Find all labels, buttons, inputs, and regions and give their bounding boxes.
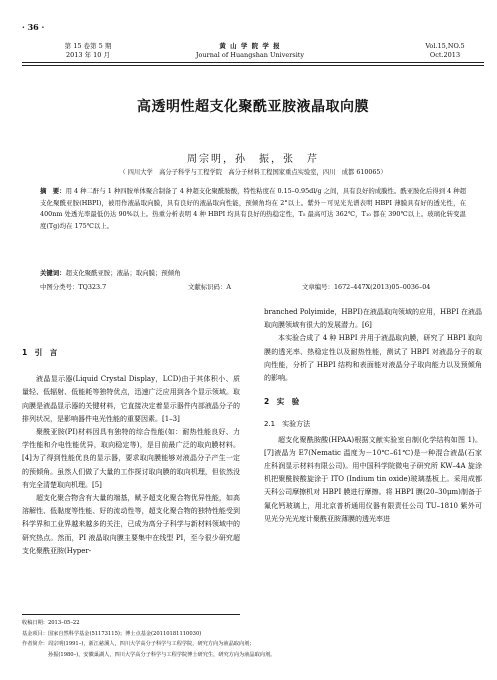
journal-name-cn: 黄 山 学 院 学 报: [219, 42, 281, 50]
header-volume-en-line: Vol.15,NO.5: [425, 42, 465, 50]
section-heading-introduction: 1 引 言: [22, 348, 58, 357]
abstract: [40, 186, 466, 232]
footnote-author-1: 作者简介：周宗明(1991–)，浙江慈溪人，四川大学高分子科学与工程学院，研究方向为液晶取向剂；: [22, 641, 255, 647]
footnote-author-2: 孙振(1980–)，安徽巢湖人，四川大学高分子科学与工程学院博士研究生，研究方向为液晶取向剂。: [48, 651, 276, 658]
keywords-text: 超支化聚酰亚胺；液晶；取向膜；预倾角: [65, 269, 181, 277]
article-number: 文章编号：1672–447X(2013)05–0036–04: [302, 283, 431, 291]
abstract-text: 用 4 种二酐与 1 种四胺单体聚合制备了 4 种超支化聚酰胺酸，特性粘度在 0.15–0.95dl/g 之间，具有良好的成膜性。酰亚胺化后得到 4 种超支化聚酰亚胺(HBPI)，被用作液晶取向膜，具有良好的液晶取向性能，预倾角均在 2°以上。紫外－可见光光谱表明 HBPI 薄膜具有好的透光性，在 400nm 处透光率最低仍达 90%以上。热重分析表明 4 种 HBPI 均具有良好的热稳定性，T₅ 最高可达 362℃，T₁₀ 都在 390℃以上。玻璃化转变温度(Tg)均在 175℃以上。: [40, 187, 467, 230]
footnotes: [22, 618, 484, 660]
paragraph: 本实验合成了 4 种 HBPI 并用于液晶取向膜，研究了 HBPI 取向膜的透光率、热稳定性以及耐热性能，测试了 HBPI 对液晶分子的取向性能，分析了 HBPI 结构和表面能对液晶分子取向能力以及预倾角的影响。: [264, 334, 482, 383]
paragraph: 超支化聚酰胺酸(HPAA)根据文献实验室自制(化学结构如图 1)。[7]液晶为 E7(Nematic 温度为－10℃–61℃)是一种混合液晶(石家庄科润显示材料有限公司)。用中国科学院微电子研究所 KW–4A 旋涂机把聚酰胺酸旋涂于 ITO (Indium tin oxide)玻璃基板上。采用成都天科公司摩擦机对 HBPI 膜进行摩擦。将 HBPI 膜(20–30μm)制备于氟化钙玻璃上，用北京普析通用仪器有限责任公司 TU–1810 紫外可见光分光光度计聚酰亚胺薄膜的透光率进: [264, 435, 482, 523]
abstract-label: 摘 要：: [40, 187, 66, 195]
left-column: [22, 340, 240, 558]
paragraph-continuation: branched Polyimide，HBPI)在液晶取向领域的应用，HBPI 在液晶取向膜领域有很大的发展潜力。[6]: [264, 308, 482, 330]
clc-number: 中图分类号：TQ323.7: [40, 283, 107, 291]
page-number: · 36 ·: [22, 22, 45, 32]
keywords-label: 关键词：: [40, 269, 66, 277]
paragraph: 液晶显示器(Liquid Crystal Display，LCD)由于其体积小、质量轻、低辐射、低能耗等独特优点，迅速广泛应用到各个显示领域。取向膜是液晶显示器的关键材料，它直接决定着显示器件内部液晶分子的排列状况，是影响器件电光性能的重要因素。[1–3]: [22, 375, 240, 423]
right-column: [264, 306, 482, 526]
affiliation: （ 四川大学 高分子科学与工程学院 高分子材料工程国家重点实验室，四川 成都 610065）: [119, 169, 387, 176]
header-date: 2013 年 10 月: [65, 51, 110, 59]
authors: 周宗明，孙 振，张 芹: [187, 154, 319, 165]
header-volume: 第 15 卷第 5 期: [64, 42, 112, 50]
subsection-heading-method: 2.1 实验方法: [264, 420, 311, 429]
header-volume-en: [405, 42, 485, 60]
header-journal: [150, 42, 350, 60]
journal-name-en: Journal of Huangshan University: [195, 51, 305, 59]
document-code: 文献标识码：A: [188, 283, 231, 291]
header-volume-issue: [58, 42, 118, 60]
paragraph: 聚酰亚胺(PI)材料因具有独特的综合性能(如：耐热性能良好、力学性能和介电性能优异，取向稳定等)，是目前最广泛的取向膜材料。[4]为了得到性能优良的显示器，要求取向膜能够对液晶分子产生一定的预倾角。虽然人们做了大量的工作探讨取向膜的取向机理，但依然没有完全清楚取向机理。[5]: [22, 428, 240, 489]
header-rule-thick: [22, 62, 484, 63]
section-heading-experiment: 2 实 验: [264, 397, 300, 407]
paper-title: 高透明性超支化聚酰亚胺液晶取向膜: [137, 99, 369, 115]
header-rule-thin: [22, 65, 484, 66]
footnote-rule: [22, 614, 240, 615]
footnote-received: 收稿日期：2013–05–22: [22, 620, 80, 626]
header-date-en: Oct.2013: [429, 51, 461, 59]
keywords: [40, 268, 466, 277]
paragraph: 超支化聚合物含有大量的端基，赋予超支化聚合物优异性能，如高溶解性、低黏度等性能、好的流动性等，超支化聚合物的独特性能受到科学界和工业界越来越多的关注，已成为高分子科学与新材料领域中的研究热点。然而，PI 液晶取向膜主要集中在线型 PI，至今很少研究超支化聚酰亚胺(Hyper-: [22, 494, 240, 555]
footnote-funding: 基金项目：国家自然科学基金(51173115)；博士点基金(20110181110030): [22, 630, 202, 637]
